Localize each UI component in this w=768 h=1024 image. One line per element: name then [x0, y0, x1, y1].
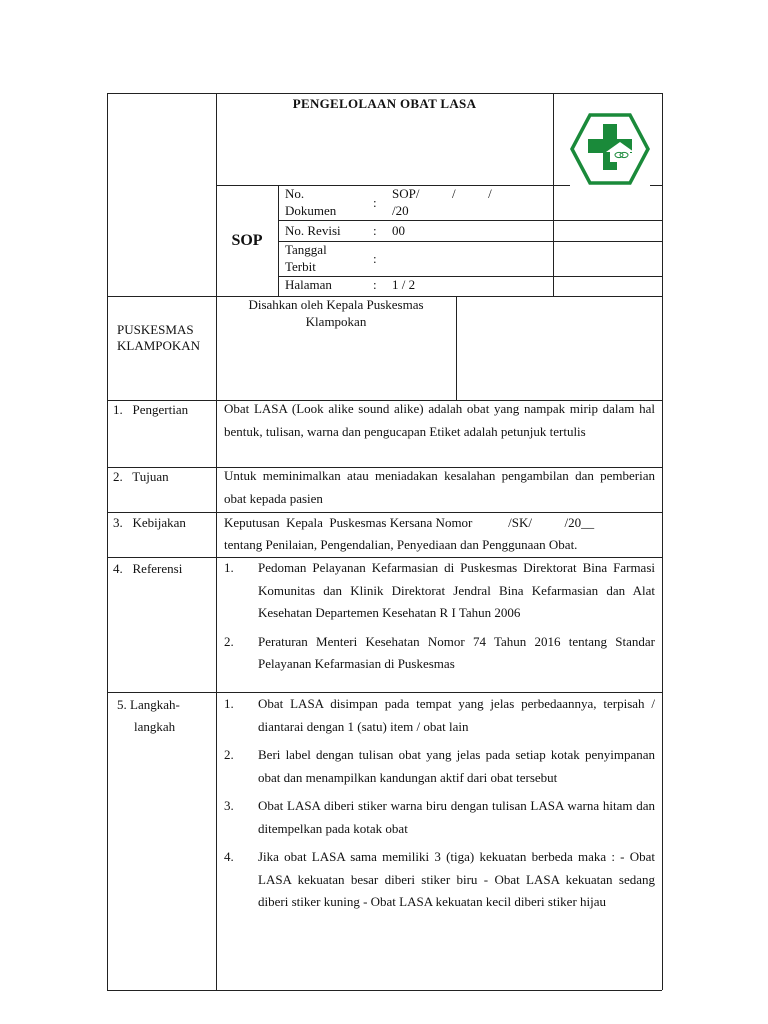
list-item: 1. Pedoman Pelayanan Kefarmasian di Puskesmas Direktorat Bina Farmasi Komunitas dan Klinik Direktorat Jendral Bina Kefarmasian dan Alat Kesehatan Departemen Kesehatan R I Tahun 2006 [224, 560, 655, 620]
doc-number-label: No. [285, 186, 305, 201]
revision-value: 00 [392, 223, 405, 238]
colon: : [373, 223, 377, 238]
colon: : [373, 195, 377, 210]
approval-text: Klampokan [305, 314, 367, 329]
page-value: 1 / 2 [392, 277, 416, 292]
list-item: 4. Jika obat LASA sama memiliki 3 (tiga) kekuatan berbeda maka : - Obat LASA kekuatan besar diberi stiker biru - Obat LASA kekuatan sedang diberi stiker kuning - Obat LASA kekuatan kecil diberi stiker hijau [224, 849, 655, 909]
section-list-langkah [224, 693, 655, 920]
section-list-referensi [224, 557, 655, 682]
page-label: Halaman [285, 277, 332, 292]
org-name: KLAMPOKAN [117, 338, 201, 353]
section-label-pengertian: 1. Pengertian [113, 402, 189, 417]
issue-date-label: Tanggal [285, 242, 327, 257]
section-text-pengertian: Obat LASA (Look alike sound alike) adalah obat yang nampak mirip dalam hal bentuk, tulisan, warna dan pengucapan Etiket adalah petunjuk tertulis [224, 401, 655, 439]
colon: : [373, 277, 377, 292]
section-label-langkah: 5. Langkah- [117, 697, 180, 712]
issue-date-label: Terbit [285, 259, 316, 274]
doc-number-label: Dokumen [285, 203, 337, 218]
list-item: 3. Obat LASA diberi stiker warna biru dengan tulisan LASA warna hitam dan ditempelkan pada kotak obat [224, 798, 655, 836]
colon: : [373, 251, 377, 266]
list-item: 2. Beri label dengan tulisan obat yang jelas pada setiap kotak penyimpanan obat dan menampilkan kandungan aktif dari obat tersebut [224, 747, 655, 785]
approval-text: Disahkan oleh Kepala Puskesmas [248, 297, 424, 312]
document-title: PENGELOLAAN OBAT LASA [292, 96, 477, 111]
org-name: PUSKESMAS [117, 322, 194, 337]
section-label-langkah: langkah [134, 719, 176, 734]
section-text-tujuan: Untuk meminimalkan atau meniadakan kesalahan pengambilan dan pemberian obat kepada pasien [224, 468, 655, 506]
list-item: 2. Peraturan Menteri Kesehatan Nomor 74 Tahun 2016 tentang Standar Pelayanan Kefarmasian di Puskesmas [224, 633, 655, 671]
sop-label: SOP [231, 232, 263, 249]
section-label-tujuan: 2. Tujuan [113, 469, 169, 484]
puskesmas-logo [570, 112, 650, 186]
doc-number-value: SOP/ / / [392, 186, 492, 201]
revision-label: No. Revisi [285, 223, 341, 238]
list-item: 1. Obat LASA disimpan pada tempat yang jelas perbedaannya, terpisah / diantarai dengan 1 (satu) item / obat lain [224, 696, 655, 734]
doc-number-value: /20 [392, 203, 409, 218]
section-label-kebijakan: 3. Kebijakan [113, 515, 186, 530]
section-text-kebijakan: tentang Penilaian, Pengendalian, Penyediaan dan Penggunaan Obat. [224, 537, 578, 552]
section-text-kebijakan: Keputusan Kepala Puskesmas Kersana Nomor /SK/ /20__ [224, 515, 595, 530]
section-label-referensi: 4. Referensi [113, 561, 183, 576]
